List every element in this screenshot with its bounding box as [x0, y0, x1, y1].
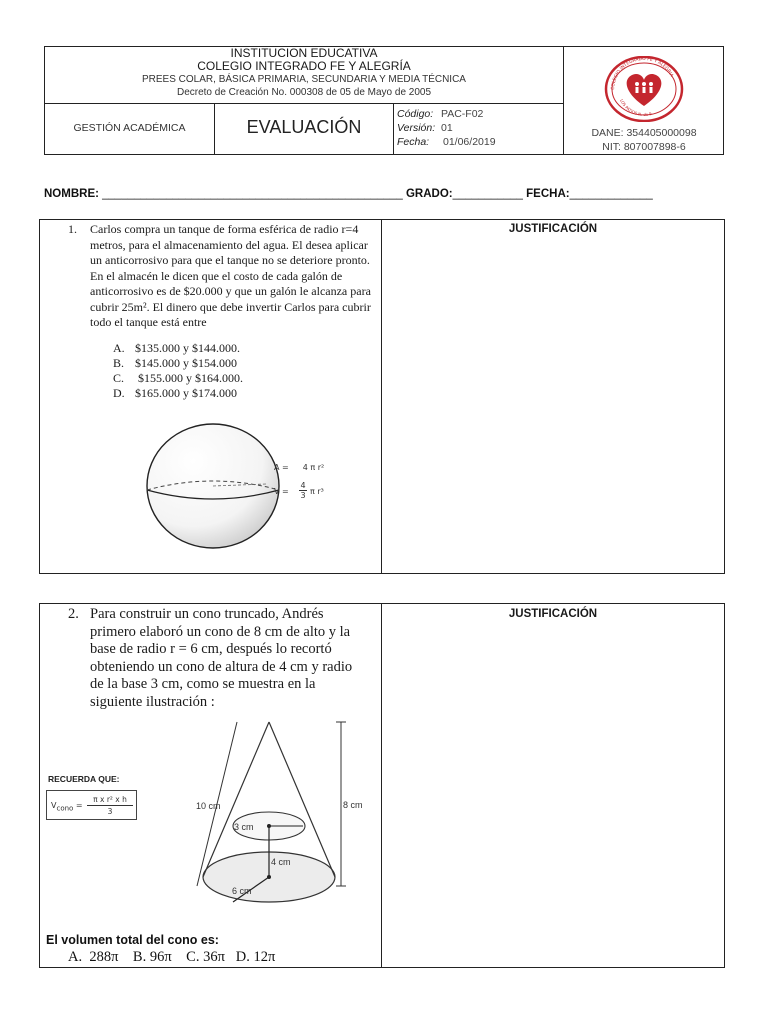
- formula-denominator: 3: [107, 807, 113, 816]
- cone-label-slant: 10 cm: [196, 801, 221, 811]
- version-value: 01: [441, 122, 453, 134]
- formula-lhs: V: [51, 801, 57, 810]
- formula-volume-den: 3: [300, 491, 306, 500]
- option-a[interactable]: [113, 341, 240, 356]
- logo-text-top: COLEGIO INTEGRADO FE Y ALEGRIA: [610, 56, 674, 91]
- formula-numerator: π x r² x h: [87, 794, 133, 806]
- formula-volume-num: 4: [300, 481, 306, 490]
- total-volume-label: El volumen total del cono es:: [46, 933, 219, 947]
- cone-label-small-radius: 3 cm: [234, 822, 254, 832]
- institution-title: INSTITUCION EDUCATIVA: [230, 46, 378, 60]
- date-value: 01/06/2019: [443, 136, 496, 148]
- name-field[interactable]: _______________________________________________: [102, 188, 403, 200]
- formula-volume-label: V =: [274, 487, 289, 496]
- dane-code: DANE: 354405000098: [591, 127, 697, 139]
- option-letter: B.: [113, 356, 125, 370]
- nit-code: NIT: 807007898-6: [602, 141, 686, 153]
- option-c[interactable]: [113, 371, 243, 386]
- student-info-line: [44, 188, 653, 200]
- doc-type-title: EVALUACIÓN: [246, 117, 362, 137]
- question-1-justification-title: JUSTIFICACIÓN: [508, 223, 598, 235]
- question-2-justification-title: JUSTIFICACIÓN: [508, 608, 598, 620]
- cone-label-height: 8 cm: [343, 800, 363, 810]
- grade-label: GRADO:: [405, 188, 453, 200]
- date-field-label: FECHA:: [526, 188, 570, 200]
- question-2-options: A. 288π B. 96π C. 36π D. 12π: [68, 949, 276, 965]
- formula-area: 4 π r²: [302, 463, 325, 472]
- logo-text-bottom: LOS PATIOS N. de S.: [619, 98, 654, 118]
- school-name: COLEGIO INTEGRADO FE Y ALEGRÍA: [197, 59, 411, 73]
- cone-label-big-radius: 6 cm: [232, 886, 252, 896]
- date-label: Fecha:: [397, 136, 430, 148]
- option-letter: C.: [113, 371, 125, 385]
- question-2-number: 2.: [68, 606, 79, 622]
- question-2-text: Para construir un cono truncado, Andrés primero elaboró un cono de 8 cm de alto y la base de radio r = 6 cm, después lo recortó obteniendo un cono de altura de 4 cm y radio de la base 3 cm, como se muestra en la siguiente ilustración :: [90, 606, 353, 710]
- school-logo: [596, 56, 692, 122]
- code-value: PAC-F02: [441, 108, 484, 120]
- name-label: NOMBRE:: [44, 188, 103, 200]
- doc-meta: [397, 107, 496, 149]
- option-letter: D.: [113, 386, 125, 400]
- cone-label-small-height: 4 cm: [271, 857, 291, 867]
- date-field[interactable]: _____________: [569, 188, 653, 200]
- sphere-figure: [138, 420, 288, 555]
- option-text: $155.000 y $164.000.: [135, 371, 243, 385]
- option-text: $145.000 y $154.000: [135, 356, 237, 370]
- option-text: $165.000 y $174.000: [135, 386, 237, 400]
- option-text: $135.000 y $144.000.: [135, 341, 240, 355]
- creation-decree: Decreto de Creación No. 000308 de 05 de Mayo de 2005: [176, 87, 432, 98]
- formula-area-label: A =: [274, 463, 289, 472]
- code-label: Código:: [397, 108, 434, 120]
- option-b[interactable]: [113, 356, 237, 371]
- question-1-text: Carlos compra un tanque de forma esférica de radio r=4 metros, para el almacenamiento del agua. El desea aplicar un anticorrosivo para que el tanque no se deteriore pronto. En el almacén le dicen que el costo de cada galón de anticorrosivo es de $20.000 y que un galón le alcanza para cubrir 25m². El dinero que debe invertir Carlos para cubrir todo el tanque está entre: [90, 222, 371, 329]
- formula-sub: cono: [56, 804, 74, 813]
- reminder-label: RECUERDA QUE:: [48, 774, 120, 784]
- school-levels: PREES COLAR, BÁSICA PRIMARIA, SECUNDARIA Y MEDIA TÉCNICA: [142, 74, 466, 85]
- question-1-number: 1.: [68, 222, 77, 236]
- cone-figure: [185, 716, 370, 921]
- version-label: Versión:: [397, 122, 436, 134]
- cone-volume-formula: $V_{cono}$ = $\frac{\text{π x r² x h}}{3}$: [46, 790, 137, 820]
- option-d[interactable]: [113, 386, 237, 401]
- area-label: GESTIÓN ACADÉMICA: [73, 122, 186, 134]
- formula-volume-rest: π r³: [310, 487, 324, 496]
- option-letter: A.: [113, 341, 125, 355]
- grade-field[interactable]: ___________: [452, 188, 523, 200]
